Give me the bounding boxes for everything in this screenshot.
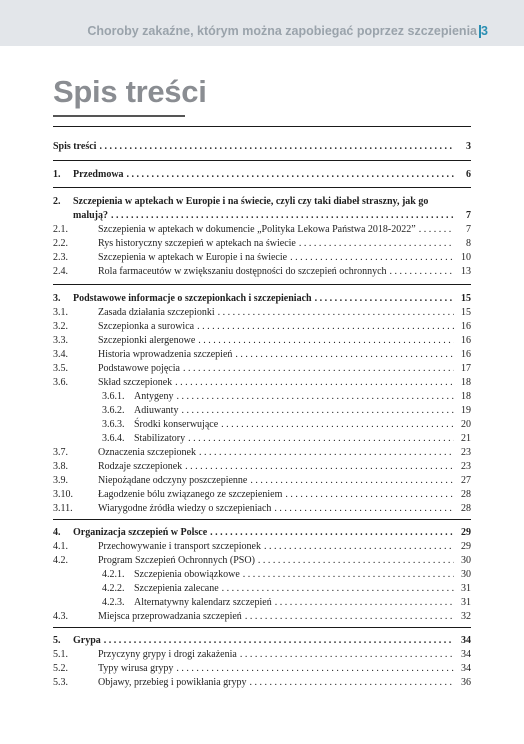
toc-entry-text: Szczepionka a surowica: [98, 321, 195, 332]
toc-entry-page: 30: [461, 555, 471, 566]
toc-entry-number: 4.2.2.: [102, 583, 125, 594]
toc-entry-text: Przedmowa: [73, 169, 124, 180]
leader-dots: [290, 251, 454, 264]
toc-entry-number: 2.4.: [53, 266, 68, 277]
leader-dots: [285, 488, 454, 501]
toc-entry-text: Łagodzenie bólu związanego ze szczepieniem: [98, 489, 283, 500]
section-divider: [53, 627, 471, 628]
toc-entry-2-1[interactable]: [53, 223, 471, 236]
toc-entry-page: 34: [461, 649, 471, 660]
toc-entry-text: Środki konserwujące: [134, 419, 219, 430]
leader-dots: [175, 376, 454, 389]
toc-entry-number: 3.6.: [53, 377, 68, 388]
leader-dots: [419, 223, 454, 236]
toc-entry-text: Skład szczepionek: [98, 377, 173, 388]
leader-dots: [264, 540, 454, 553]
toc-entry-text: Rola farmaceutów w zwiększaniu dostępności do szczepień ochronnych: [98, 266, 387, 277]
toc-entry-number: 1.: [53, 169, 61, 180]
toc-entry-3-6[interactable]: [53, 376, 471, 389]
toc-entry-5[interactable]: [53, 634, 471, 647]
toc-entry-text: Wiarygodne źródła wiedzy o szczepieniach: [98, 503, 272, 514]
toc-entry-text: Przyczyny grypy i drogi zakażenia: [98, 649, 237, 660]
toc-entry-text: Podstawowe informacje o szczepionkach i szczepieniach: [73, 293, 312, 304]
toc-entry-spis[interactable]: [53, 140, 471, 153]
toc-entry-page: 23: [461, 447, 471, 458]
toc-entry-3-11[interactable]: [53, 502, 471, 515]
toc-top-rule: [53, 126, 471, 127]
toc-entry-number: 3.6.1.: [102, 391, 125, 402]
leader-dots: [235, 348, 454, 361]
toc-entry-text: Stabilizatory: [134, 433, 186, 444]
leader-dots: [197, 320, 454, 333]
leader-dots: [210, 526, 454, 539]
toc-entry-page: 27: [461, 475, 471, 486]
leader-dots: [274, 502, 454, 515]
toc-entry-number: 3.6.3.: [102, 419, 125, 430]
toc-entry-text: Szczepienia w aptekach w Europie i na świecie, czyli czy taki diabeł straszny, jak go: [73, 196, 429, 207]
toc-entry-number: 4.2.: [53, 555, 68, 566]
toc-entry-3-1[interactable]: [53, 306, 471, 319]
toc-entry-3-6-3[interactable]: [102, 418, 471, 431]
toc-entry-text: Niepożądane odczyny poszczepienne: [98, 475, 248, 486]
toc-entry-3-3[interactable]: [53, 334, 471, 347]
leader-dots: [249, 676, 454, 689]
toc-entry-text: Historia wprowadzenia szczepień: [98, 349, 233, 360]
title-underline: [53, 115, 185, 117]
toc-entry-number: 4.2.1.: [102, 569, 125, 580]
toc-entry-number: 3.7.: [53, 447, 68, 458]
toc-entry-page: 16: [461, 335, 471, 346]
toc-entry-text: Antygeny: [134, 391, 174, 402]
toc-entry-text: Szczepionki alergenowe: [98, 335, 196, 346]
toc-entry-text: Szczepienia w aptekach w dokumencie „Polityka Lekowa Państwa 2018-2022”: [98, 224, 416, 235]
toc-entry-text: Organizacja szczepień w Polsce: [73, 527, 208, 538]
toc-entry-page: 10: [461, 252, 471, 263]
toc-entry-2-4[interactable]: [53, 265, 471, 278]
running-header-title: Choroby zakaźne, którym można zapobiegać poprzez szczepienia: [87, 24, 477, 38]
toc-entry-text: Szczepienia w aptekach w Europie i na świecie: [98, 252, 288, 263]
toc-entry-page: 34: [461, 663, 471, 674]
toc-entry-4-1[interactable]: [53, 540, 471, 553]
toc-entry-3-6-4[interactable]: [102, 432, 471, 445]
toc-entry-page: 16: [461, 349, 471, 360]
toc-entry-page: 17: [461, 363, 471, 374]
toc-entry-number: 3.9.: [53, 475, 68, 486]
toc-entry-page: 29: [461, 541, 471, 552]
running-header-page-number: 3: [481, 24, 488, 38]
toc-entry-page: 16: [461, 321, 471, 332]
toc-entry-1[interactable]: [53, 168, 471, 181]
toc-entry-2[interactable]: [53, 195, 471, 208]
toc-entry-text: Typy wirusa grypy: [98, 663, 174, 674]
toc-entry-number: 2.2.: [53, 238, 68, 249]
toc-entry-number: 3.10.: [53, 489, 73, 500]
toc-entry-4-2-2[interactable]: [102, 582, 471, 595]
running-header: [0, 0, 524, 46]
toc-entry-4-2-3[interactable]: [102, 596, 471, 609]
toc-entry-number: 5.2.: [53, 663, 68, 674]
toc-entry-3-6-1[interactable]: [102, 390, 471, 403]
toc-entry-3[interactable]: [53, 292, 471, 305]
toc-entry-3-2[interactable]: [53, 320, 471, 333]
toc-entry-text: Adiuwanty: [134, 405, 179, 416]
toc-entry-text: Szczepienia zalecane: [134, 583, 219, 594]
toc-entry-number: 3.5.: [53, 363, 68, 374]
leader-dots: [245, 610, 454, 623]
toc-entry-text: Alternatywny kalendarz szczepień: [134, 597, 272, 608]
toc-entry-number: 2.: [53, 196, 61, 207]
leader-dots: [275, 596, 454, 609]
leader-dots: [181, 404, 454, 417]
toc-entry-number: 4.3.: [53, 611, 68, 622]
toc-entry-page: 7: [466, 210, 471, 221]
toc-entry-page: 15: [461, 293, 471, 304]
toc-entry-text: Spis treści: [53, 141, 97, 152]
leader-dots: [111, 209, 454, 222]
leader-dots: [104, 634, 454, 647]
toc-entry-text: Przechowywanie i transport szczepionek: [98, 541, 261, 552]
toc-entry-page: 28: [461, 489, 471, 500]
section-divider: [53, 519, 471, 520]
toc-entry-page: 7: [466, 224, 471, 235]
toc-entry-text: Szczepienia obowiązkowe: [134, 569, 240, 580]
toc-entry-number: 3.1.: [53, 307, 68, 318]
toc-entry-number: 3.6.2.: [102, 405, 125, 416]
toc-entry-page: 19: [461, 405, 471, 416]
leader-dots: [218, 306, 454, 319]
toc-entry-number: 4.2.3.: [102, 597, 125, 608]
toc-entry-3-5[interactable]: [53, 362, 471, 375]
toc-entry-page: 28: [461, 503, 471, 514]
toc-entry-number: 3.2.: [53, 321, 68, 332]
toc-entry-number: 3.8.: [53, 461, 68, 472]
section-divider: [53, 284, 471, 285]
toc-entry-page: 23: [461, 461, 471, 472]
section-divider: [53, 160, 471, 161]
toc-entry-text: Rys historyczny szczepień w aptekach na świecie: [98, 238, 296, 249]
toc-entry-number: 2.1.: [53, 224, 68, 235]
toc-entry-number: 4.: [53, 527, 61, 538]
leader-dots: [315, 292, 454, 305]
toc-entry-page: 13: [461, 266, 471, 277]
toc-entry-text: Grypa: [73, 635, 101, 646]
page-title: Spis treści: [53, 74, 207, 109]
toc-entry-page: 18: [461, 391, 471, 402]
toc-entry-page: 34: [461, 635, 471, 646]
toc-entry-5-1[interactable]: [53, 648, 471, 661]
toc-entry-text: Program Szczepień Ochronnych (PSO): [98, 555, 255, 566]
toc-entry-number: 5.3.: [53, 677, 68, 688]
leader-dots: [258, 554, 454, 567]
toc-entry-page: 21: [461, 433, 471, 444]
toc-entry-page: 18: [461, 377, 471, 388]
toc-entry-text: Rodzaje szczepionek: [98, 461, 183, 472]
toc-entry-page: 31: [461, 583, 471, 594]
leader-dots: [176, 390, 454, 403]
leader-dots: [183, 362, 454, 375]
toc-entry-page: 3: [466, 141, 471, 152]
toc-entry-number: 3.11.: [53, 503, 73, 514]
leader-dots: [243, 568, 454, 581]
toc-entry-page: 15: [461, 307, 471, 318]
leader-dots: [176, 662, 454, 675]
toc-entry-number: 4.1.: [53, 541, 68, 552]
leader-dots: [240, 648, 454, 661]
toc-entry-number: 3.3.: [53, 335, 68, 346]
toc-entry-page: 8: [466, 238, 471, 249]
leader-dots: [127, 168, 454, 181]
leader-dots: [198, 334, 454, 347]
toc-entry-4-3[interactable]: [53, 610, 471, 623]
toc-entry-3-4[interactable]: [53, 348, 471, 361]
toc-entry-text: Objawy, przebieg i powikłania grypy: [98, 677, 247, 688]
leader-dots: [199, 446, 454, 459]
toc-entry-number: 5.: [53, 635, 61, 646]
toc-entry-text: malują?: [73, 210, 108, 221]
toc-entry-3-6-2[interactable]: [102, 404, 471, 417]
toc-entry-text: Podstawowe pojęcia: [98, 363, 180, 374]
toc-entry-5-2[interactable]: [53, 662, 471, 675]
toc-entry-3-10[interactable]: [53, 488, 471, 501]
leader-dots: [299, 237, 454, 250]
toc-entry-text: Zasada działania szczepionki: [98, 307, 215, 318]
toc-entry-3-8[interactable]: [53, 460, 471, 473]
leader-dots: [390, 265, 454, 278]
leader-dots: [222, 582, 454, 595]
toc-entry-page: 32: [461, 611, 471, 622]
leader-dots: [250, 474, 454, 487]
toc-entry-4-2[interactable]: [53, 554, 471, 567]
toc-entry-3-7[interactable]: [53, 446, 471, 459]
toc-entry-5-3[interactable]: [53, 676, 471, 689]
leader-dots: [221, 418, 454, 431]
toc-entry-page: 30: [461, 569, 471, 580]
toc-entry-number: 3.6.4.: [102, 433, 125, 444]
toc-entry-4-2-1[interactable]: [102, 568, 471, 581]
toc-entry-2-continued[interactable]: [73, 209, 471, 222]
toc-entry-number: 3.4.: [53, 349, 68, 360]
toc-entry-number: 3.: [53, 293, 61, 304]
toc-entry-number: 5.1.: [53, 649, 68, 660]
toc-entry-number: 2.3.: [53, 252, 68, 263]
toc-entry-2-2[interactable]: [53, 237, 471, 250]
toc-entry-page: 36: [461, 677, 471, 688]
section-divider: [53, 187, 471, 188]
leader-dots: [185, 460, 454, 473]
leader-dots: [99, 140, 454, 153]
toc-entry-2-3[interactable]: [53, 251, 471, 264]
leader-dots: [188, 432, 454, 445]
toc-entry-page: 20: [461, 419, 471, 430]
toc-entry-page: 31: [461, 597, 471, 608]
toc-entry-4[interactable]: [53, 526, 471, 539]
toc-entry-3-9[interactable]: [53, 474, 471, 487]
toc-entry-text: Miejsca przeprowadzania szczepień: [98, 611, 242, 622]
toc-entry-page: 6: [466, 169, 471, 180]
toc-entry-text: Oznaczenia szczepionek: [98, 447, 196, 458]
toc-entry-page: 29: [461, 527, 471, 538]
